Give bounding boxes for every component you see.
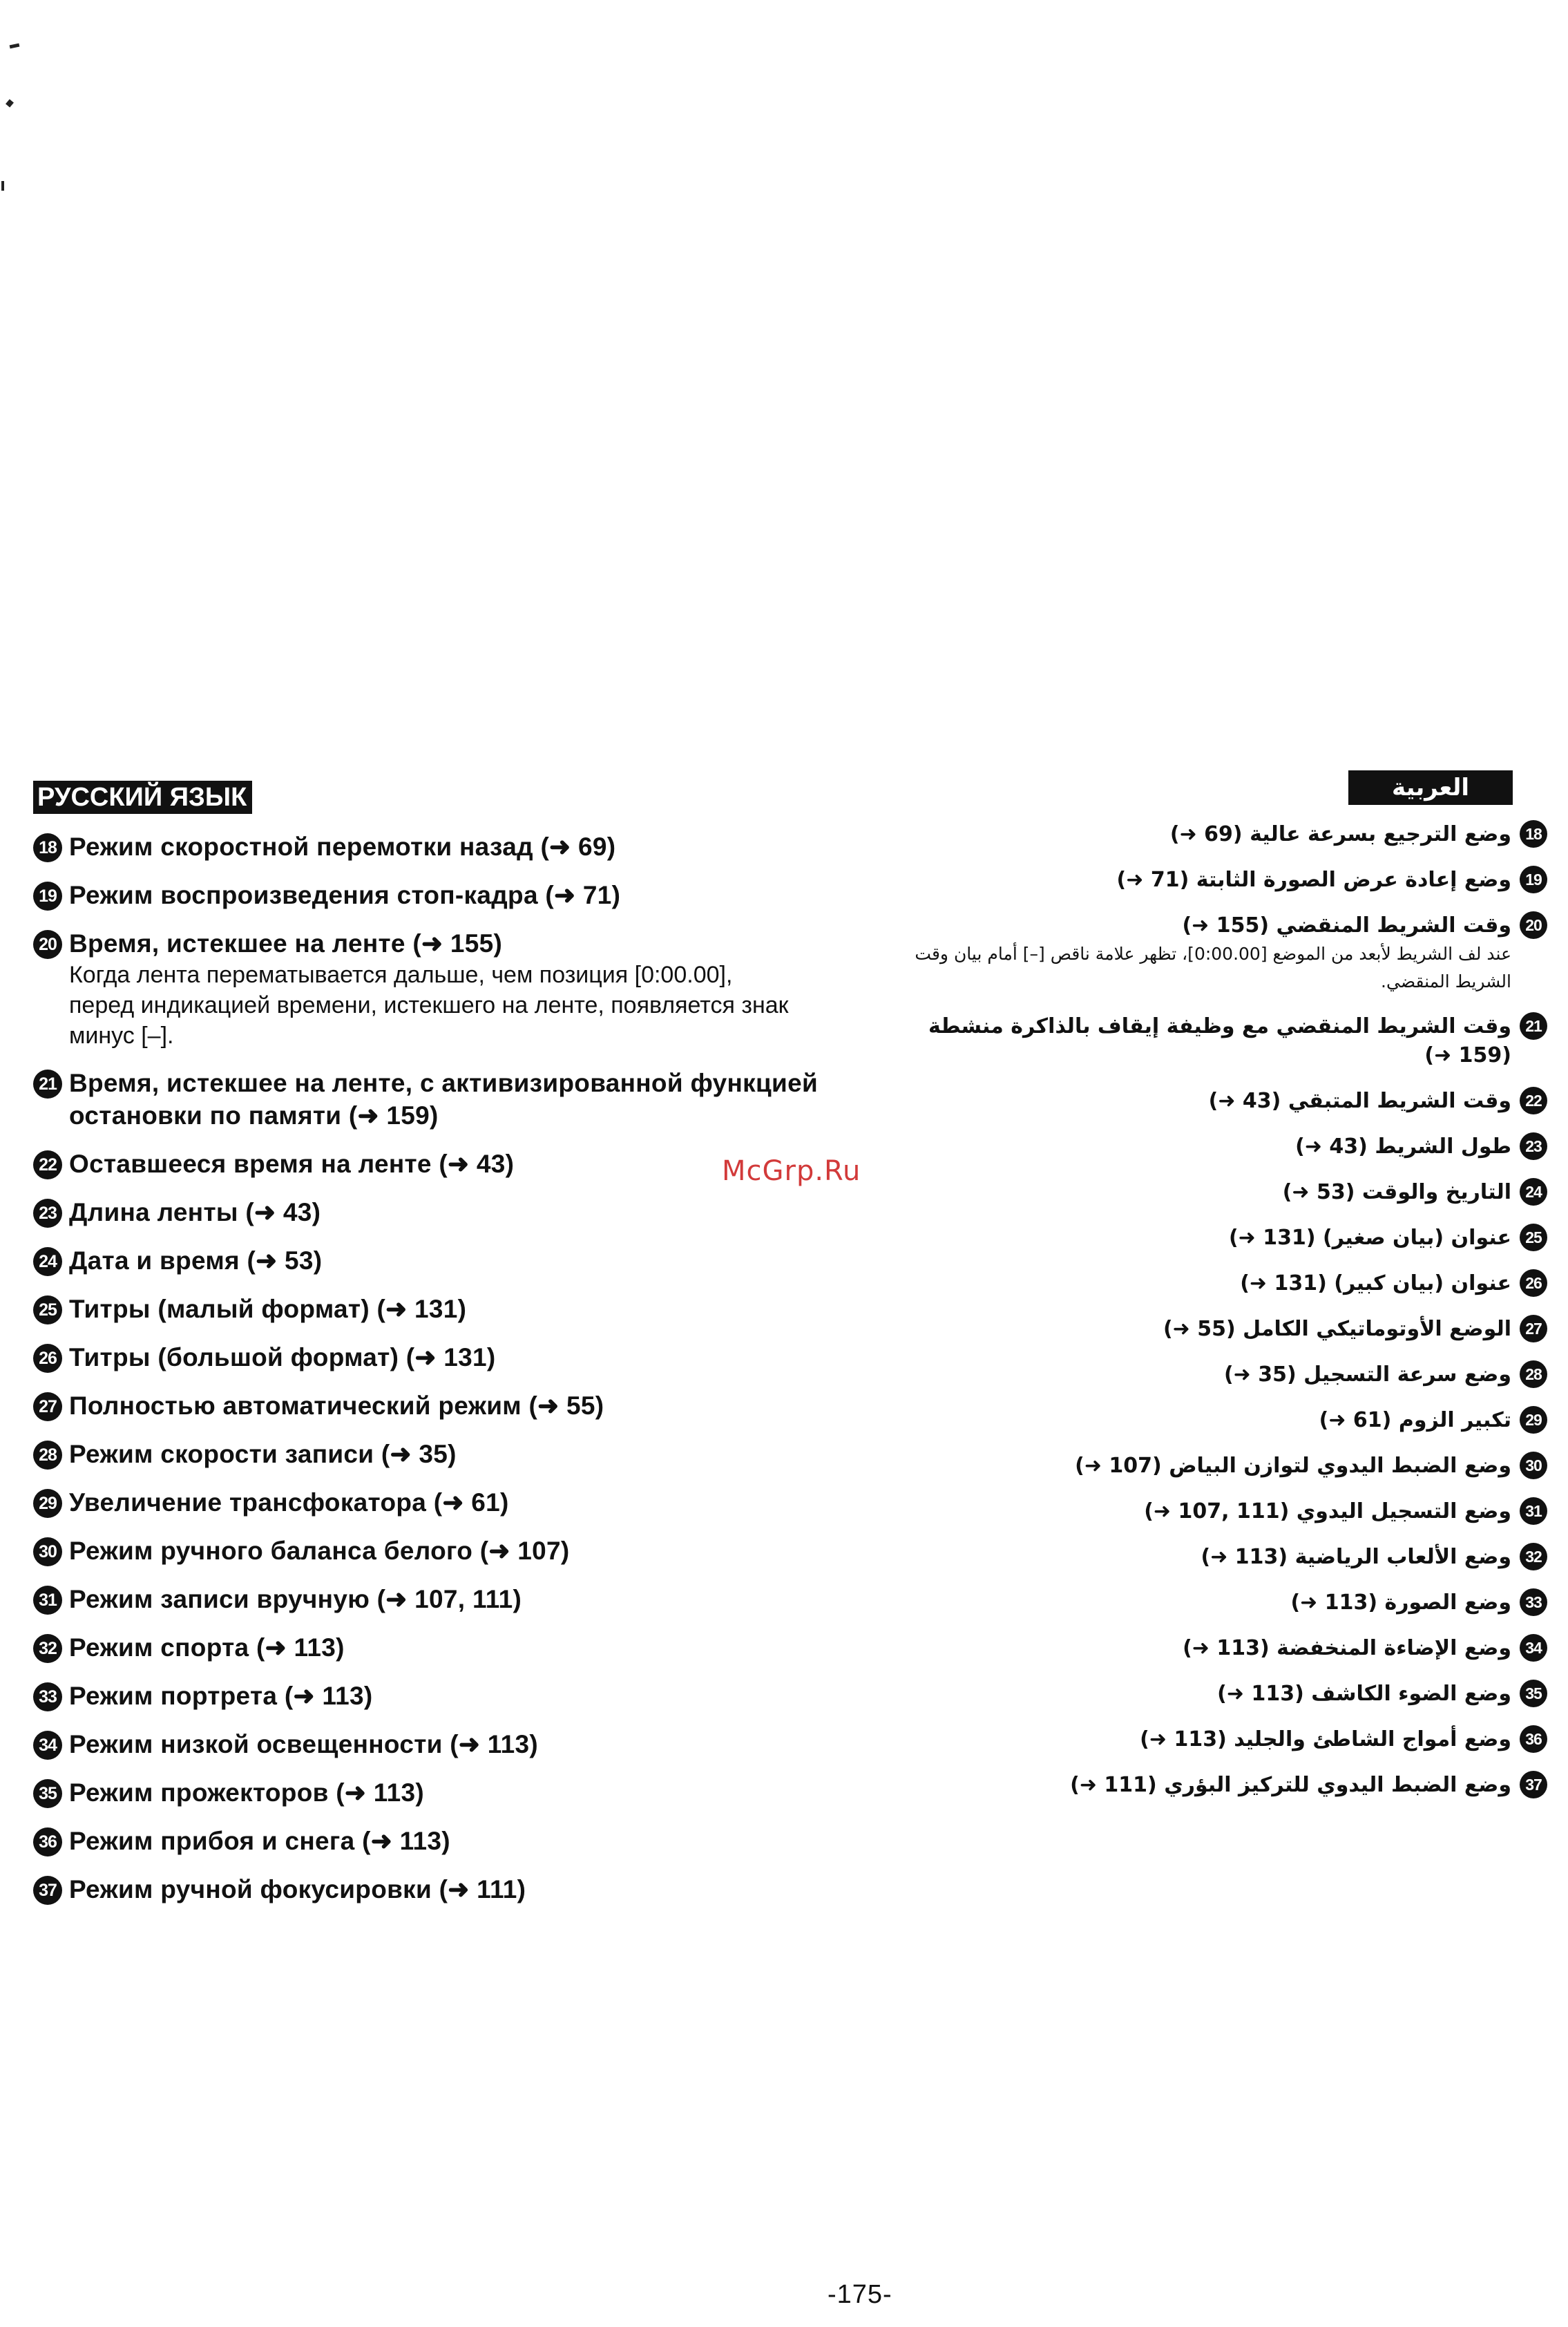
item-title: Режим портрета (➜ 113): [69, 1682, 373, 1710]
scan-mark: [1, 181, 4, 191]
arabic-indicator-list: [857, 820, 1547, 1800]
item-description: Когда лента перематывается дальше, чем позиция [0:00.00], перед индикацией времени, истекшего на ленте, появляется знак минус [–].: [69, 962, 789, 1049]
item-title-text: وضع الألعاب الرياضية: [1294, 1545, 1511, 1569]
item-title: [1319, 1406, 1511, 1435]
list-item: [33, 1438, 883, 1470]
arabic-section: [857, 770, 1547, 1816]
list-item: [33, 1389, 883, 1422]
item-title: Режим воспроизведения стоп-кадра (➜ 71): [69, 881, 621, 909]
item-number-badge: 36: [33, 1827, 62, 1856]
item-text: [69, 830, 615, 863]
item-title: Режим записи вручную (➜ 107, 111): [69, 1585, 522, 1613]
item-number-badge: 30: [33, 1537, 62, 1566]
list-item: [33, 1776, 883, 1809]
item-text: [69, 879, 620, 911]
item-text: [1201, 1543, 1512, 1572]
item-title: Режим прожекторов (➜ 113): [69, 1778, 424, 1807]
item-text: [69, 1341, 496, 1374]
item-number-badge: 33: [1520, 1588, 1547, 1616]
item-text: [69, 1631, 345, 1664]
list-item: [33, 1486, 883, 1519]
item-page-reference: (➜ 69): [1169, 822, 1243, 846]
item-text: [1319, 1406, 1511, 1435]
list-item: [33, 927, 883, 1051]
item-number-badge: 26: [1520, 1269, 1547, 1297]
list-item: [857, 1452, 1547, 1481]
item-number-badge: 29: [1520, 1406, 1547, 1434]
russian-section: [33, 781, 883, 1921]
item-text: [69, 1244, 322, 1277]
item-text: [1283, 1178, 1511, 1207]
item-number-badge: 29: [33, 1489, 62, 1518]
item-text: [69, 1389, 604, 1422]
item-text: [1170, 820, 1511, 849]
item-text: [69, 1438, 457, 1470]
item-page-reference: (➜ 113): [1201, 1545, 1288, 1569]
item-title: Режим скорости записи (➜ 35): [69, 1440, 457, 1468]
item-number-badge: 33: [33, 1682, 62, 1711]
item-title: Длина ленты (➜ 43): [69, 1198, 321, 1226]
item-title-text: وضع أمواج الشاطئ والجليد: [1234, 1727, 1511, 1751]
item-title-text: وضع الضوء الكاشف: [1311, 1682, 1511, 1706]
item-title-text: وضع الضبط اليدوي للتركيز البؤري: [1164, 1773, 1511, 1797]
list-item: [857, 1497, 1547, 1526]
item-page-reference: (➜ 113): [1183, 1636, 1270, 1660]
item-number-badge: 32: [1520, 1543, 1547, 1570]
scan-mark: [6, 99, 14, 107]
item-text: [1229, 1224, 1511, 1253]
item-number-badge: 18: [33, 833, 62, 862]
list-item: [33, 1244, 883, 1277]
item-text: [1295, 1132, 1511, 1161]
item-text: [1224, 1360, 1511, 1389]
item-text: [1070, 1771, 1511, 1800]
list-item: [33, 1067, 883, 1132]
list-item: [857, 1269, 1547, 1298]
item-text: [69, 1583, 522, 1615]
list-item: [857, 1634, 1547, 1663]
item-title: [1140, 1725, 1511, 1754]
item-text: [69, 1680, 373, 1712]
item-title-text: وقت الشريط المتبقي: [1288, 1089, 1511, 1113]
item-title-text: وضع سرعة التسجيل: [1303, 1362, 1511, 1387]
item-title: [1070, 1771, 1511, 1800]
item-title-text: وضع الضبط اليدوي لتوازن البياض: [1169, 1454, 1511, 1478]
item-title: Время, истекшее на ленте (➜ 155): [69, 929, 503, 958]
item-title: Режим низкой освещенности (➜ 113): [69, 1730, 538, 1758]
item-description: عند لف الشريط لأبعد من الموضع [0:00.00]، تظهر علامة ناقص [–] أمام بيان وقت الشريط المنقضي.: [915, 944, 1511, 991]
item-text: [890, 911, 1511, 996]
item-number-badge: 30: [1520, 1452, 1547, 1479]
item-title: [890, 911, 1511, 940]
list-item: [33, 1341, 883, 1374]
item-page-reference: (➜ 107): [1075, 1454, 1162, 1478]
item-text: [69, 1728, 538, 1760]
item-text: [69, 1873, 526, 1906]
item-number-badge: 20: [33, 930, 62, 959]
item-number-badge: 19: [33, 882, 62, 911]
item-number-badge: 35: [33, 1779, 62, 1808]
item-text: [69, 1196, 321, 1228]
list-item: [857, 1588, 1547, 1617]
item-title: Режим скоростной перемотки назад (➜ 69): [69, 833, 616, 861]
item-text: [69, 1825, 450, 1857]
list-item: [857, 911, 1547, 996]
list-item: [857, 1680, 1547, 1709]
item-title: [1295, 1132, 1511, 1161]
item-number-badge: 20: [1520, 911, 1547, 939]
item-number-badge: 19: [1520, 866, 1547, 893]
item-number-badge: 22: [1520, 1087, 1547, 1114]
list-item: [33, 1631, 883, 1664]
item-title-text: عنوان (بيان كبير): [1334, 1271, 1511, 1295]
item-text: [1209, 1087, 1511, 1116]
item-title-text: تكبير الزوم: [1398, 1408, 1511, 1432]
item-title: [1144, 1497, 1511, 1526]
item-title-text: عنوان (بيان صغير): [1323, 1226, 1511, 1250]
page-number: -175-: [828, 2280, 892, 2309]
item-title: Режим спорта (➜ 113): [69, 1633, 345, 1662]
list-item: [857, 866, 1547, 895]
item-title: [1290, 1588, 1511, 1617]
language-tab-arabic: العربية: [1348, 770, 1513, 805]
item-title: [1183, 1634, 1511, 1663]
item-title-text: وقت الشريط المنقضي: [1276, 913, 1511, 938]
item-text: [69, 1067, 883, 1132]
list-item: [857, 1315, 1547, 1344]
item-text: [69, 1776, 424, 1809]
item-page-reference: (➜ 131): [1228, 1226, 1316, 1250]
item-number-badge: 34: [1520, 1634, 1547, 1662]
item-text: [1290, 1588, 1511, 1617]
item-title: [1117, 866, 1511, 895]
item-number-badge: 22: [33, 1150, 62, 1179]
item-number-badge: 28: [1520, 1360, 1547, 1388]
item-title: [857, 1012, 1511, 1070]
item-number-badge: 25: [33, 1295, 62, 1324]
item-number-badge: 24: [1520, 1178, 1547, 1206]
list-item: [33, 1196, 883, 1228]
list-item: [857, 1012, 1547, 1070]
item-number-badge: 25: [1520, 1224, 1547, 1251]
item-title: [1240, 1269, 1511, 1298]
item-text: [1140, 1725, 1511, 1754]
list-item: [857, 1224, 1547, 1253]
item-number-badge: 34: [33, 1731, 62, 1760]
item-title-text: وقت الشريط المنقضي مع وظيفة إيقاف بالذاكرة منشطة: [928, 1014, 1511, 1038]
list-item: [857, 1771, 1547, 1800]
item-page-reference: (➜ 43): [1208, 1089, 1281, 1113]
item-number-badge: 24: [33, 1247, 62, 1276]
item-number-badge: 37: [1520, 1771, 1547, 1798]
item-text: [1117, 866, 1511, 895]
list-item: [33, 1293, 883, 1325]
item-number-badge: 23: [1520, 1132, 1547, 1160]
item-number-badge: 31: [1520, 1497, 1547, 1525]
list-item: [33, 1873, 883, 1906]
item-number-badge: 32: [33, 1634, 62, 1663]
list-item: [33, 1583, 883, 1615]
item-title: [1209, 1087, 1511, 1116]
list-item: [857, 1725, 1547, 1754]
item-page-reference: (➜ 107, 111): [1144, 1499, 1290, 1523]
item-title: Титры (малый формат) (➜ 131): [69, 1295, 467, 1323]
item-page-reference: (➜ 111): [1070, 1773, 1157, 1797]
item-title: Оставшееся время на ленте (➜ 43): [69, 1150, 515, 1178]
item-text: [1240, 1269, 1511, 1298]
item-title: [1217, 1680, 1511, 1709]
list-item: [33, 879, 883, 911]
item-number-badge: 18: [1520, 820, 1547, 848]
item-text: [69, 1535, 569, 1567]
item-title: Титры (большой формат) (➜ 131): [69, 1343, 496, 1371]
item-page-reference: (➜ 131): [1240, 1271, 1327, 1295]
item-title-text: طول الشريط: [1375, 1134, 1511, 1159]
item-text: [69, 1486, 509, 1519]
item-title: [1170, 820, 1511, 849]
item-title: Полностью автоматический режим (➜ 55): [69, 1392, 604, 1420]
item-number-badge: 27: [33, 1392, 62, 1421]
item-text: [857, 1012, 1511, 1070]
item-text: [1183, 1634, 1511, 1663]
list-item: [33, 1728, 883, 1760]
scan-mark: [10, 44, 20, 49]
item-title-text: التاريخ والوقت: [1361, 1180, 1511, 1204]
item-title-text: وضع الترجيع بسرعة عالية: [1250, 822, 1511, 846]
item-page-reference: (➜ 61): [1319, 1408, 1392, 1432]
item-page-reference: (➜ 53): [1282, 1180, 1355, 1204]
list-item: [33, 1535, 883, 1567]
item-number-badge: 27: [1520, 1315, 1547, 1342]
list-item: [33, 1680, 883, 1712]
list-item: [857, 1543, 1547, 1572]
item-title-text: وضع الإضاءة المنخفضة: [1277, 1636, 1511, 1660]
item-title: [1163, 1315, 1511, 1344]
item-number-badge: 31: [33, 1586, 62, 1615]
item-page-reference: (➜ 113): [1290, 1590, 1378, 1615]
item-page-reference: (➜ 159): [1424, 1043, 1511, 1067]
item-number-badge: 35: [1520, 1680, 1547, 1707]
item-title: [1229, 1224, 1511, 1253]
list-item: [857, 1360, 1547, 1389]
item-page-reference: (➜ 71): [1116, 868, 1189, 892]
item-number-badge: 36: [1520, 1725, 1547, 1753]
item-title-text: وضع إعادة عرض الصورة الثابتة: [1196, 868, 1511, 892]
item-number-badge: 37: [33, 1876, 62, 1905]
item-page-reference: (➜ 113): [1140, 1727, 1227, 1751]
item-title-text: وضع الصورة: [1384, 1590, 1511, 1615]
item-title: [1075, 1452, 1511, 1481]
item-title-text: الوضع الأوتوماتيكي الكامل: [1243, 1317, 1511, 1341]
watermark: McGrp.Ru: [722, 1155, 861, 1187]
item-title: [1283, 1178, 1511, 1207]
russian-indicator-list: [33, 830, 883, 1906]
item-page-reference: (➜ 55): [1163, 1317, 1236, 1341]
item-title: Режим прибоя и снега (➜ 113): [69, 1827, 450, 1855]
item-text: [1144, 1497, 1511, 1526]
list-item: [857, 820, 1547, 849]
list-item: [857, 1178, 1547, 1207]
item-text: [69, 1293, 466, 1325]
list-item: [857, 1132, 1547, 1161]
item-title: Увеличение трансфокатора (➜ 61): [69, 1488, 509, 1517]
list-item: [857, 1087, 1547, 1116]
item-title-text: وضع التسجيل اليدوي: [1296, 1499, 1511, 1523]
item-text: [1217, 1680, 1511, 1709]
item-page-reference: (➜ 113): [1217, 1682, 1304, 1706]
item-number-badge: 26: [33, 1344, 62, 1373]
item-number-badge: 23: [33, 1199, 62, 1228]
item-text: [69, 927, 794, 1051]
language-tab-russian: РУССКИЙ ЯЗЫК: [33, 781, 252, 814]
list-item: [857, 1406, 1547, 1435]
item-title: Режим ручной фокусировки (➜ 111): [69, 1875, 526, 1903]
item-title: Режим ручного баланса белого (➜ 107): [69, 1537, 570, 1565]
item-number-badge: 28: [33, 1441, 62, 1470]
item-text: [69, 1148, 514, 1180]
item-text: [1075, 1452, 1511, 1481]
item-title: Дата и время (➜ 53): [69, 1246, 323, 1275]
item-title: [1201, 1543, 1512, 1572]
item-title: Время, истекшее на ленте, с активизированной функцией остановки по памяти (➜ 159): [69, 1069, 819, 1130]
list-item: [33, 1825, 883, 1857]
list-item: [33, 830, 883, 863]
item-page-reference: (➜ 35): [1223, 1362, 1297, 1387]
item-number-badge: 21: [33, 1070, 62, 1099]
item-number-badge: 21: [1520, 1012, 1547, 1040]
item-page-reference: (➜ 43): [1295, 1134, 1368, 1159]
item-text: [1163, 1315, 1511, 1344]
item-page-reference: (➜ 155): [1182, 913, 1270, 938]
item-title: [1224, 1360, 1511, 1389]
